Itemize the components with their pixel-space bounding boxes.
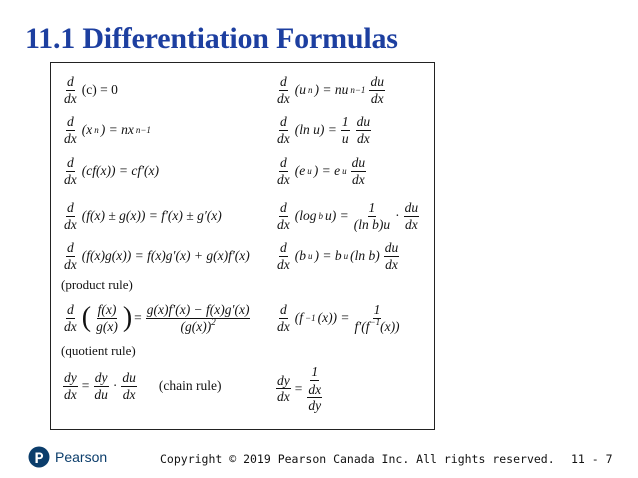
quotient-rule-label: (quotient rule) bbox=[61, 343, 136, 358]
formula-log: $\frac{d}{dx}$ (log b u) = $\frac{1}{\text{(ln b)u}}$ · $\frac{du}{dx}$ bbox=[277, 200, 419, 232]
formula-power-u: $\frac{d}{dx}$ (u n ) = nu n−1 $\frac{du}{dx}$ bbox=[277, 74, 384, 106]
formula-product: $\frac{d}{dx}$ (f(x)g(x)) = f(x)g′(x) + g(x)f′(x) bbox=[64, 240, 250, 272]
formula-table bbox=[50, 62, 435, 430]
formula-chain: $\frac{dy}{dx}$ = $\frac{dy}{du}$ · $\frac{du}{dx}$ (chain rule) bbox=[64, 370, 222, 402]
formula-sum: $\frac{d}{dx}$ (f(x) ± g(x)) = f′(x) ± g′(x) bbox=[64, 200, 222, 232]
page-number: 11 - 7 bbox=[571, 452, 613, 466]
page-title: 11.1 Differentiation Formulas bbox=[25, 22, 398, 55]
product-rule-label: (product rule) bbox=[61, 277, 133, 292]
formula-constant: $\frac{d}{dx}$ (c) = 0 bbox=[64, 74, 118, 106]
formula-inverse-derivative: $\frac{dy}{dx}$ = $\frac{1}{\frac{dx}{dy}}$ bbox=[277, 364, 322, 413]
footer bbox=[0, 440, 638, 478]
formula-exp: $\frac{d}{dx}$ (e u ) = e u $\frac{du}{dx}$ bbox=[277, 155, 366, 187]
pearson-logo-icon bbox=[28, 446, 50, 468]
copyright-text: Copyright © 2019 Pearson Canada Inc. All rights reserved. bbox=[160, 452, 555, 466]
formula-power-x: $\frac{d}{dx}$ (x n ) = nx n−1 bbox=[64, 114, 151, 146]
formula-ln: $\frac{d}{dx}$ (ln u) = $\frac{1}{u}$ $\frac{du}{dx}$ bbox=[277, 114, 371, 146]
formula-constant-multiple: $\frac{d}{dx}$ (cf(x)) = cf′(x) bbox=[64, 155, 160, 187]
formula-quotient: $\frac{d}{dx}$ ( $\frac{f(x)}{g(x)}$ ) = $\frac{g(x)f'(x) - f(x)g'(x)}{(g(x))^2}$ bbox=[64, 302, 250, 334]
pearson-logo bbox=[28, 446, 107, 468]
formula-base-b: $\frac{d}{dx}$ (b u ) = b u (ln b) $\frac{du}{dx}$ bbox=[277, 240, 399, 272]
pearson-wordmark: Pearson bbox=[55, 449, 108, 465]
formula-inverse: $\frac{d}{dx}$ (f −1 (x)) = $\frac{1}{f'(f^{-1}(x))}$ bbox=[277, 302, 400, 334]
chain-rule-label: (chain rule) bbox=[158, 378, 222, 393]
